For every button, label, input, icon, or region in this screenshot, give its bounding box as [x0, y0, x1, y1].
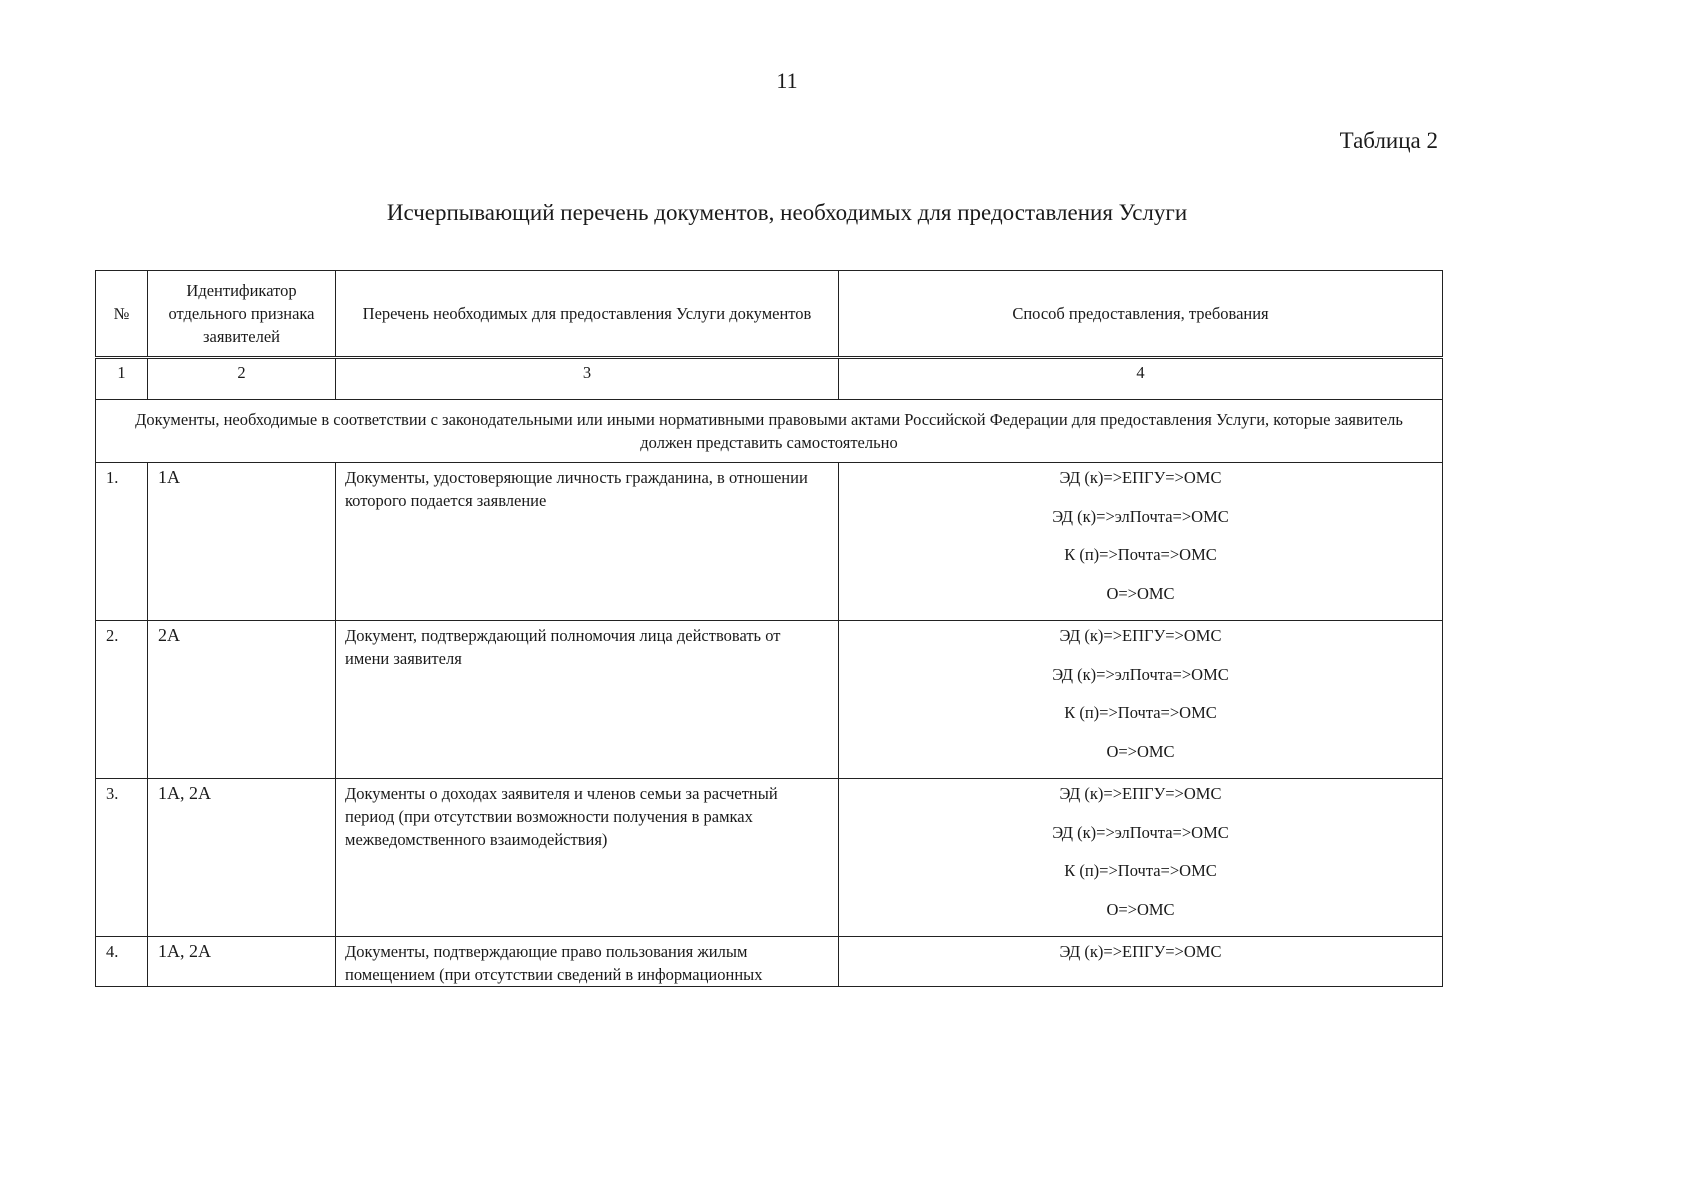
table-header-row — [96, 271, 1443, 358]
row-identifier: 1А, 2А — [148, 937, 336, 987]
table-row — [96, 937, 1443, 987]
documents-table — [95, 270, 1443, 987]
method-item: ЭД (к)=>элПочта=>ОМС — [1052, 506, 1229, 526]
row-identifier: 1А — [148, 463, 336, 621]
table-row — [96, 779, 1443, 937]
method-item: К (п)=>Почта=>ОМС — [1064, 703, 1217, 722]
row-document: Документы о доходах заявителя и членов семьи за расчетный период (при отсутствии возможности получения в рамках межведомственного взаимодействия) — [336, 779, 839, 937]
method-item: О=>ОМС — [1106, 583, 1175, 603]
row-identifier: 1А, 2А — [148, 779, 336, 937]
table-row — [96, 463, 1443, 621]
column-number: 3 — [336, 358, 839, 400]
method-item: К (п)=>Почта=>ОМС — [1064, 545, 1217, 564]
row-number: 1. — [96, 463, 148, 621]
column-number: 4 — [839, 358, 1443, 400]
method-item: О=>ОМС — [1106, 899, 1175, 919]
method-item: ЭД (к)=>элПочта=>ОМС — [1052, 822, 1229, 842]
row-identifier: 2А — [148, 621, 336, 779]
header-documents: Перечень необходимых для предоставления Услуги документов — [336, 271, 839, 358]
method-item: О=>ОМС — [1106, 741, 1175, 761]
method-item: ЭД (к)=>ЕПГУ=>ОМС — [1059, 468, 1222, 487]
header-method: Способ предоставления, требования — [839, 271, 1443, 358]
column-numbers-row — [96, 358, 1443, 400]
method-item: ЭД (к)=>ЕПГУ=>ОМС — [1059, 784, 1222, 803]
header-number: № — [96, 271, 148, 358]
table-label: Таблица 2 — [1339, 128, 1438, 153]
document-title: Исчерпывающий перечень документов, необходимых для предоставления Услуги — [386, 200, 1188, 225]
method-item: ЭД (к)=>ЕПГУ=>ОМС — [1059, 626, 1222, 645]
table-row — [96, 621, 1443, 779]
row-document: Документы, удостоверяющие личность гражданина, в отношении которого подается заявление — [336, 463, 839, 621]
row-document: Документ, подтверждающий полномочия лица действовать от имени заявителя — [336, 621, 839, 779]
row-methods — [839, 621, 1443, 779]
row-document: Документы, подтверждающие право пользования жилым помещением (при отсутствии сведений в информационных — [336, 937, 839, 987]
section-row — [96, 400, 1443, 463]
row-number: 4. — [96, 937, 148, 987]
column-number: 2 — [148, 358, 336, 400]
row-methods — [839, 463, 1443, 621]
page-number: 11 — [776, 68, 798, 93]
column-number: 1 — [96, 358, 148, 400]
method-item: ЭД (к)=>элПочта=>ОМС — [1052, 664, 1229, 684]
row-number: 2. — [96, 621, 148, 779]
row-methods — [839, 937, 1443, 987]
row-methods — [839, 779, 1443, 937]
section-title: Документы, необходимые в соответствии с законодательными или иными нормативными правовыми актами Российской Федерации для предоставления Услуги, которые заявитель должен представить самостоятельно — [96, 400, 1443, 463]
method-item: ЭД (к)=>ЕПГУ=>ОМС — [1059, 942, 1222, 961]
method-item: К (п)=>Почта=>ОМС — [1064, 861, 1217, 880]
row-number: 3. — [96, 779, 148, 937]
header-identifier: Идентификатор отдельного признака заявителей — [148, 271, 336, 358]
